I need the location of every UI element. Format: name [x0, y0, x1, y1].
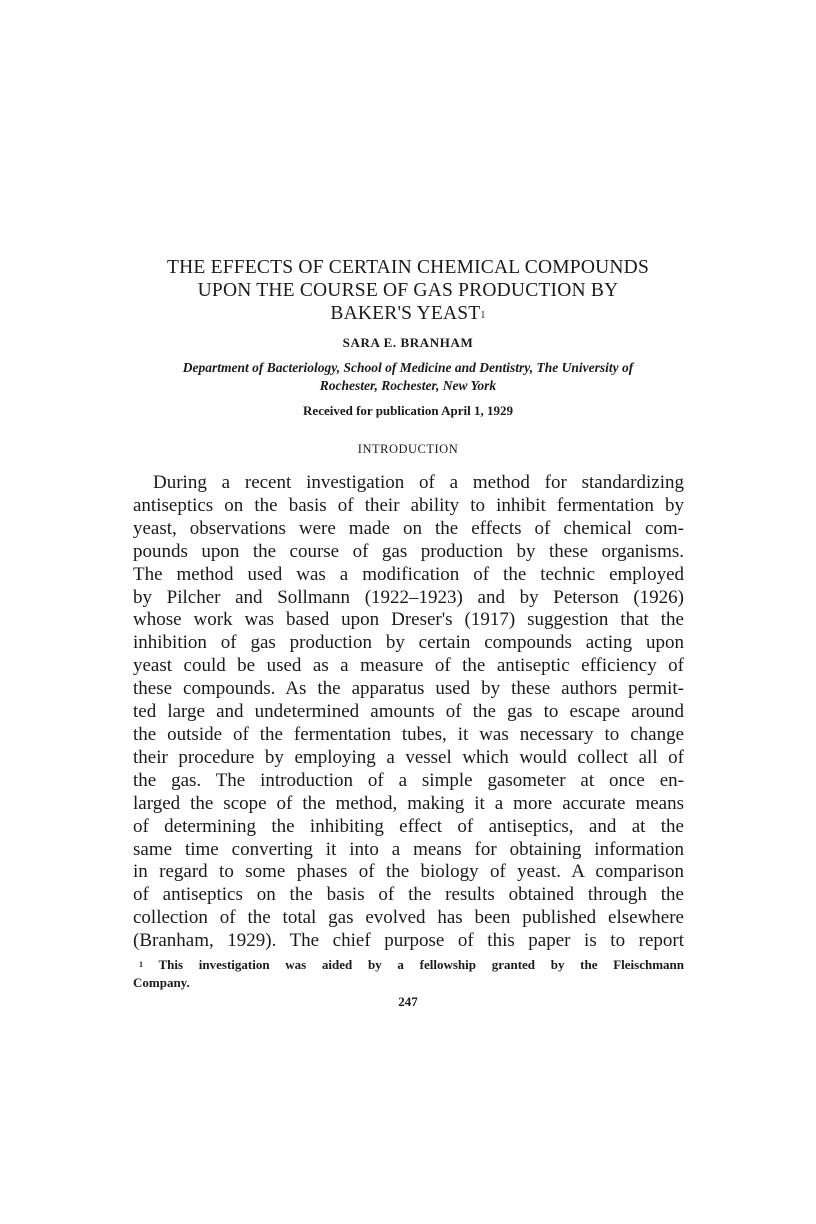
- body-line: inhibition of gas production by certain compounds acting upon: [133, 632, 684, 654]
- footnote-text: This investigation was aided by a fellowship granted by the Fleischmann: [158, 957, 685, 972]
- received-date: Received for publication April 1, 1929: [303, 403, 513, 418]
- body-line: by Pilcher and Sollmann (1922–1923) and by Peterson (1926): [133, 586, 684, 608]
- body-line: of determining the inhibiting effect of antiseptics, and at the: [133, 815, 684, 837]
- body-text: [133, 472, 684, 953]
- paper-title: [120, 256, 696, 325]
- title-line-text: BAKER'S YEAST: [330, 303, 481, 324]
- title-line: THE EFFECTS OF CERTAIN CHEMICAL COMPOUNDS: [167, 257, 649, 278]
- body-line: the gas. The introduction of a simple gasometer at once en-: [133, 769, 684, 791]
- footnote: [133, 956, 684, 992]
- body-line: larged the scope of the method, making it a more accurate means: [133, 792, 684, 814]
- affiliation-line: Rochester, Rochester, New York: [319, 378, 497, 393]
- body-line: in regard to some phases of the biology of yeast. A comparison: [133, 861, 684, 883]
- body-line: antiseptics on the basis of their ability to inhibit fermentation by: [133, 494, 684, 516]
- body-line: The method used was a modification of the technic employed: [133, 563, 684, 585]
- section-heading: INTRODUCTION: [357, 442, 459, 456]
- footnote-line: [133, 956, 684, 974]
- body-line: collection of the total gas evolved has been published elsewhere: [133, 907, 684, 929]
- body-line: pounds upon the course of gas production by these organisms.: [133, 540, 684, 562]
- body-line: their procedure by employing a vessel which would collect all of: [133, 746, 684, 768]
- author-affiliation: [130, 359, 686, 395]
- author-name: SARA E. BRANHAM: [342, 335, 474, 350]
- title-line: UPON THE COURSE OF GAS PRODUCTION BY: [197, 280, 619, 301]
- affiliation-line: Department of Bacteriology, School of Medicine and Dentistry, The University of: [182, 360, 634, 375]
- body-line: whose work was based upon Dreser's (1917) suggestion that the: [133, 609, 684, 631]
- body-line: of antiseptics on the basis of the results obtained through the: [133, 884, 684, 906]
- page-number: 247: [398, 994, 418, 1009]
- body-line: same time converting it into a means for obtaining information: [133, 838, 684, 860]
- body-line: yeast could be used as a measure of the antiseptic efficiency of: [133, 655, 684, 677]
- title-footnote-mark: 1: [480, 310, 486, 321]
- body-line: these compounds. As the apparatus used by these authors permit-: [133, 678, 684, 700]
- body-line: the outside of the fermentation tubes, it was necessary to change: [133, 723, 684, 745]
- footnote-line: Company.: [133, 975, 190, 990]
- body-line: (Branham, 1929). The chief purpose of this paper is to report: [133, 930, 684, 952]
- body-line: ted large and undetermined amounts of the gas to escape around: [133, 701, 684, 723]
- body-line: yeast, observations were made on the effects of chemical com-: [133, 517, 684, 539]
- body-line: During a recent investigation of a method for standardizing: [153, 472, 684, 493]
- footnote-mark: 1: [139, 960, 143, 969]
- title-line: [120, 302, 696, 325]
